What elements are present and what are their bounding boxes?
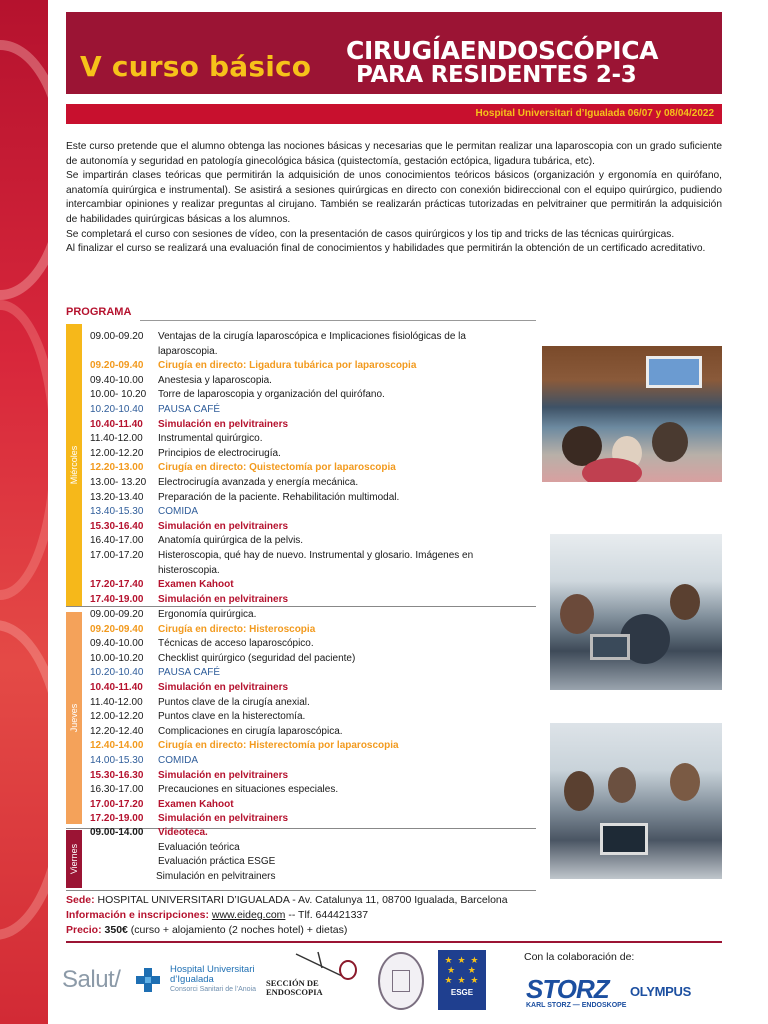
schedule-time: 09.40-10.00 — [90, 374, 144, 386]
schedule-desc: Ergonomía quirúrgica. — [158, 609, 257, 620]
schedule-time: 12.00-12.20 — [90, 447, 144, 459]
schedule-desc: Anatomía quirúrgica de la pelvis. — [158, 535, 304, 547]
schedule-row — [90, 623, 399, 638]
schedule-time: 10.20-10.40 — [90, 403, 144, 415]
schedule-row — [90, 491, 498, 506]
schedule-row — [90, 710, 399, 725]
schedule-time: 13.40-15.30 — [90, 506, 144, 518]
schedule-row — [90, 418, 498, 433]
schedule-row — [90, 374, 498, 389]
schedule-time: 13.00- 13.20 — [90, 476, 147, 488]
schedule-desc: Cirugía en directo: Histeroscopia — [158, 623, 316, 635]
schedule-desc: Principios de electrocirugía. — [158, 447, 281, 459]
title-banner — [66, 12, 722, 94]
schedule-row — [90, 593, 498, 608]
schedule-desc: Preparación de la paciente. Rehabilitación multimodal. — [158, 491, 400, 503]
schedule-row — [90, 681, 399, 696]
schedule-time: 11.40-12.00 — [90, 433, 143, 445]
divider — [140, 320, 536, 321]
day-label-jueves: Jueves — [66, 612, 82, 824]
schedule-desc: Torre de laparoscopia y organización del quirófano. — [158, 389, 385, 401]
olympus-logo: OLYMPUS — [630, 984, 691, 999]
esge-logo: ★ ★ ★ ★ ★ ★ ★ ★ ESGE — [438, 950, 486, 1010]
precio-amount: 350€ — [104, 924, 128, 936]
sede-line — [66, 893, 508, 908]
website-link[interactable]: www.eideg.com — [211, 909, 286, 921]
schedule-desc: Cirugía en directo: Quistectomía por laparoscopia — [158, 462, 396, 474]
schedule-row — [90, 798, 399, 813]
schedule-time: 09.00-14.00 — [90, 827, 144, 838]
schedule-time: 12.20-13.00 — [90, 462, 144, 474]
schedule-subitem: Evaluación teórica — [158, 841, 240, 853]
course-subtitle-line1: CIRUGÍAENDOSCÓPICA — [346, 36, 659, 65]
schedule-desc: Precauciones en situaciones especiales. — [158, 784, 339, 796]
decorative-left-band — [0, 0, 48, 1024]
schedule-time: 13.20-13.40 — [90, 491, 144, 503]
schedule-desc: PAUSA CAFÉ — [158, 403, 221, 415]
info-label: Información e inscripciones: — [66, 909, 209, 921]
schedule-row — [90, 608, 399, 623]
hospital-logo: Hospital Universitari d’Igualada Consorci Sanitari de l’Anoia — [170, 964, 256, 993]
schedule-time: 10.00-10.20 — [90, 652, 144, 664]
karl-storz-logo: STORZ KARL STORZ — ENDOSKOPE — [526, 974, 627, 1009]
schedule-desc: COMIDA — [158, 506, 198, 518]
schedule-desc: Electrocirugía avanzada y energía mecánica. — [158, 476, 359, 488]
schedule-row — [90, 403, 498, 418]
schedule-row — [90, 754, 399, 769]
schedule-time: 10.40-11.40 — [90, 418, 143, 430]
schedule-row — [90, 812, 399, 827]
programa-heading: PROGRAMA — [66, 306, 132, 318]
schedule-desc: Complicaciones en cirugía laparoscópica. — [158, 725, 343, 737]
schedule-row — [90, 666, 399, 681]
schedule-row — [90, 652, 399, 667]
schedule-desc: Histeroscopia, qué hay de nuevo. Instrumental y glosario. Imágenes en histeroscopia. — [158, 549, 474, 576]
course-subtitle-line2: PARA RESIDENTES 2-3 — [356, 62, 637, 88]
schedule-desc: Simulación en pelvitrainers — [158, 593, 289, 605]
schedule-row — [90, 447, 498, 462]
schedule-desc: Videoteca. — [158, 827, 208, 838]
schedule-time: 09.00-09.20 — [90, 609, 144, 620]
schedule-time: 11.40-12.00 — [90, 696, 143, 708]
photo-lecture-audience — [542, 346, 722, 482]
schedule-row — [90, 783, 399, 798]
schedule-desc: Simulación en pelvitrainers — [158, 418, 289, 430]
schedule-desc: Simulación en pelvitrainers — [158, 769, 289, 781]
schedule-desc: Puntos clave en la histerectomía. — [158, 711, 306, 723]
schedule-time: 15.30-16.30 — [90, 769, 144, 781]
schedule-row — [90, 725, 399, 740]
schedule-desc: Cirugía en directo: Histerectomía por laparoscopia — [158, 740, 399, 752]
schedule-desc: Instrumental quirúrgico. — [158, 433, 263, 445]
day-label-viernes: Viernes — [66, 830, 82, 888]
intro-paragraph: Al finalizar el curso se realizará una evaluación final de conocimientos y habilidades que permitirán la obtención de un certificado acreditativo. — [66, 243, 706, 255]
schedule-viernes — [90, 826, 276, 884]
schedule-time: 17.40-19.00 — [90, 593, 144, 605]
schedule-desc: Anestesia y laparoscopia. — [158, 374, 272, 386]
schedule-row — [90, 476, 498, 491]
footer-info — [66, 893, 508, 938]
schedule-time: 12.40-14.00 — [90, 740, 144, 752]
schedule-desc: Simulación en pelvitrainers — [158, 813, 289, 825]
schedule-desc: Puntos clave de la cirugía anexial. — [158, 696, 310, 708]
divider — [66, 941, 722, 943]
schedule-desc: Técnicas de acceso laparoscópico. — [158, 638, 314, 650]
schedule-row — [90, 461, 498, 476]
schedule-subitem: Evaluación práctica ESGE — [158, 856, 276, 868]
course-title: V curso básico — [80, 50, 312, 83]
seccion-endoscopia-logo: SECCIÓN DE ENDOSCOPIA — [262, 950, 362, 1010]
schedule-subitem: Simulación en pelvitrainers — [156, 870, 276, 882]
schedule-row — [90, 359, 498, 374]
sede-label: Sede: — [66, 894, 95, 906]
schedule-jueves — [90, 608, 399, 827]
schedule-miercoles — [90, 330, 498, 607]
society-seal-logo — [378, 952, 424, 1010]
schedule-desc: Simulación en pelvitrainers — [158, 520, 289, 532]
schedule-row — [90, 769, 399, 784]
schedule-row — [90, 330, 498, 359]
schedule-row — [90, 432, 498, 447]
schedule-row — [90, 578, 498, 593]
intro-text — [66, 140, 722, 257]
schedule-row — [90, 388, 498, 403]
schedule-time: 17.20-19.00 — [90, 813, 144, 825]
precio-label: Precio: — [66, 924, 102, 936]
info-line — [66, 908, 508, 923]
schedule-time: 09.00-09.20 — [90, 331, 144, 342]
precio-line — [66, 923, 508, 938]
schedule-desc: Ventajas de la cirugía laparoscópica e Implicaciones fisiológicas de la laparoscopia. — [158, 331, 466, 357]
schedule-time: 12.20-12.40 — [90, 725, 144, 737]
schedule-time: 10.40-11.40 — [90, 681, 143, 693]
precio-detail: (curso + alojamiento (2 noches hotel) + dietas) — [127, 924, 348, 936]
sede-value: HOSPITAL UNIVERSITARI D’IGUALADA - Av. Catalunya 11, 08700 Igualada, Barcelona — [97, 894, 508, 906]
schedule-row — [90, 696, 399, 711]
schedule-desc: Examen Kahoot — [158, 579, 234, 591]
schedule-desc: COMIDA — [158, 754, 198, 766]
schedule-row — [90, 520, 498, 535]
day-label-miercoles: Miércoles — [66, 324, 82, 606]
schedule-row — [90, 637, 399, 652]
hospital-cross-icon — [134, 966, 162, 994]
venue-date-bar: Hospital Universitari d’Igualada 06/07 y 08/04/2022 — [66, 104, 722, 124]
schedule-time: 17.00-17.20 — [90, 549, 144, 561]
salut-logo: Salut/ — [62, 966, 121, 993]
schedule-time: 15.30-16.40 — [90, 520, 144, 532]
photo-pelvitrainer-practice — [550, 534, 722, 690]
colaboracion-label: Con la colaboración de: — [524, 951, 635, 963]
photo-simulation-lab — [550, 723, 722, 879]
schedule-time: 16.30-17.00 — [90, 784, 144, 796]
schedule-time: 14.00-15.30 — [90, 754, 144, 766]
intro-paragraph: Este curso pretende que el alumno obtenga las nociones básicas y necesarias que le permitan realizar una laparoscopia con un grado suficiente de autonomía y seguridad en patología ginecológica básica (quistectomía, gestación ectópica, ligadura tubárica, etc). — [66, 141, 722, 167]
schedule-time: 09.40-10.00 — [90, 638, 144, 650]
schedule-time: 10.20-10.40 — [90, 667, 144, 679]
schedule-time: 12.00-12.20 — [90, 711, 144, 723]
schedule-desc: Checklist quirúrgico (seguridad del paciente) — [158, 652, 356, 664]
schedule-desc: Examen Kahoot — [158, 798, 234, 810]
schedule-desc: PAUSA CAFÉ — [158, 667, 221, 679]
schedule-time: 09.20-09.40 — [90, 360, 144, 372]
schedule-time: 09.20-09.40 — [90, 623, 144, 635]
intro-paragraph: Se completará el curso con sesiones de vídeo, con la presentación de casos quirúrgicos y los tip and tricks de las técnicas quirúrgicas. — [66, 228, 675, 240]
schedule-time: 10.00- 10.20 — [90, 389, 147, 401]
schedule-row — [90, 826, 276, 841]
schedule-row — [90, 534, 498, 549]
intro-paragraph: Se impartirán clases teóricas que permitirán la adquisición de unos conocimientos teóricos básicos (organización y ergonomía en quirófano, anatomía quirúrgica e instrumental). Se asistirá a sesiones quirúrgicas en directo con conexión bidireccional con el equipo quirúrgico, pudiendo intercambiar opiniones y realizar preguntas al cirujano. También se realizarán prácticas tutorizadas en pelvitrainer que permitirán la adquisición de habilidades quirúrgicas básicas a los alumnos. — [66, 170, 722, 225]
schedule-row — [90, 505, 498, 520]
divider — [66, 890, 536, 891]
schedule-time: 17.00-17.20 — [90, 798, 144, 810]
schedule-desc: Simulación en pelvitrainers — [158, 681, 289, 693]
schedule-row — [90, 549, 498, 578]
phone-text: -- Tlf. 644421337 — [285, 909, 369, 921]
schedule-desc: Cirugía en directo: Ligadura tubárica por laparoscopia — [158, 360, 417, 372]
schedule-time: 17.20-17.40 — [90, 579, 144, 591]
schedule-time: 16.40-17.00 — [90, 535, 144, 547]
schedule-row — [90, 739, 399, 754]
